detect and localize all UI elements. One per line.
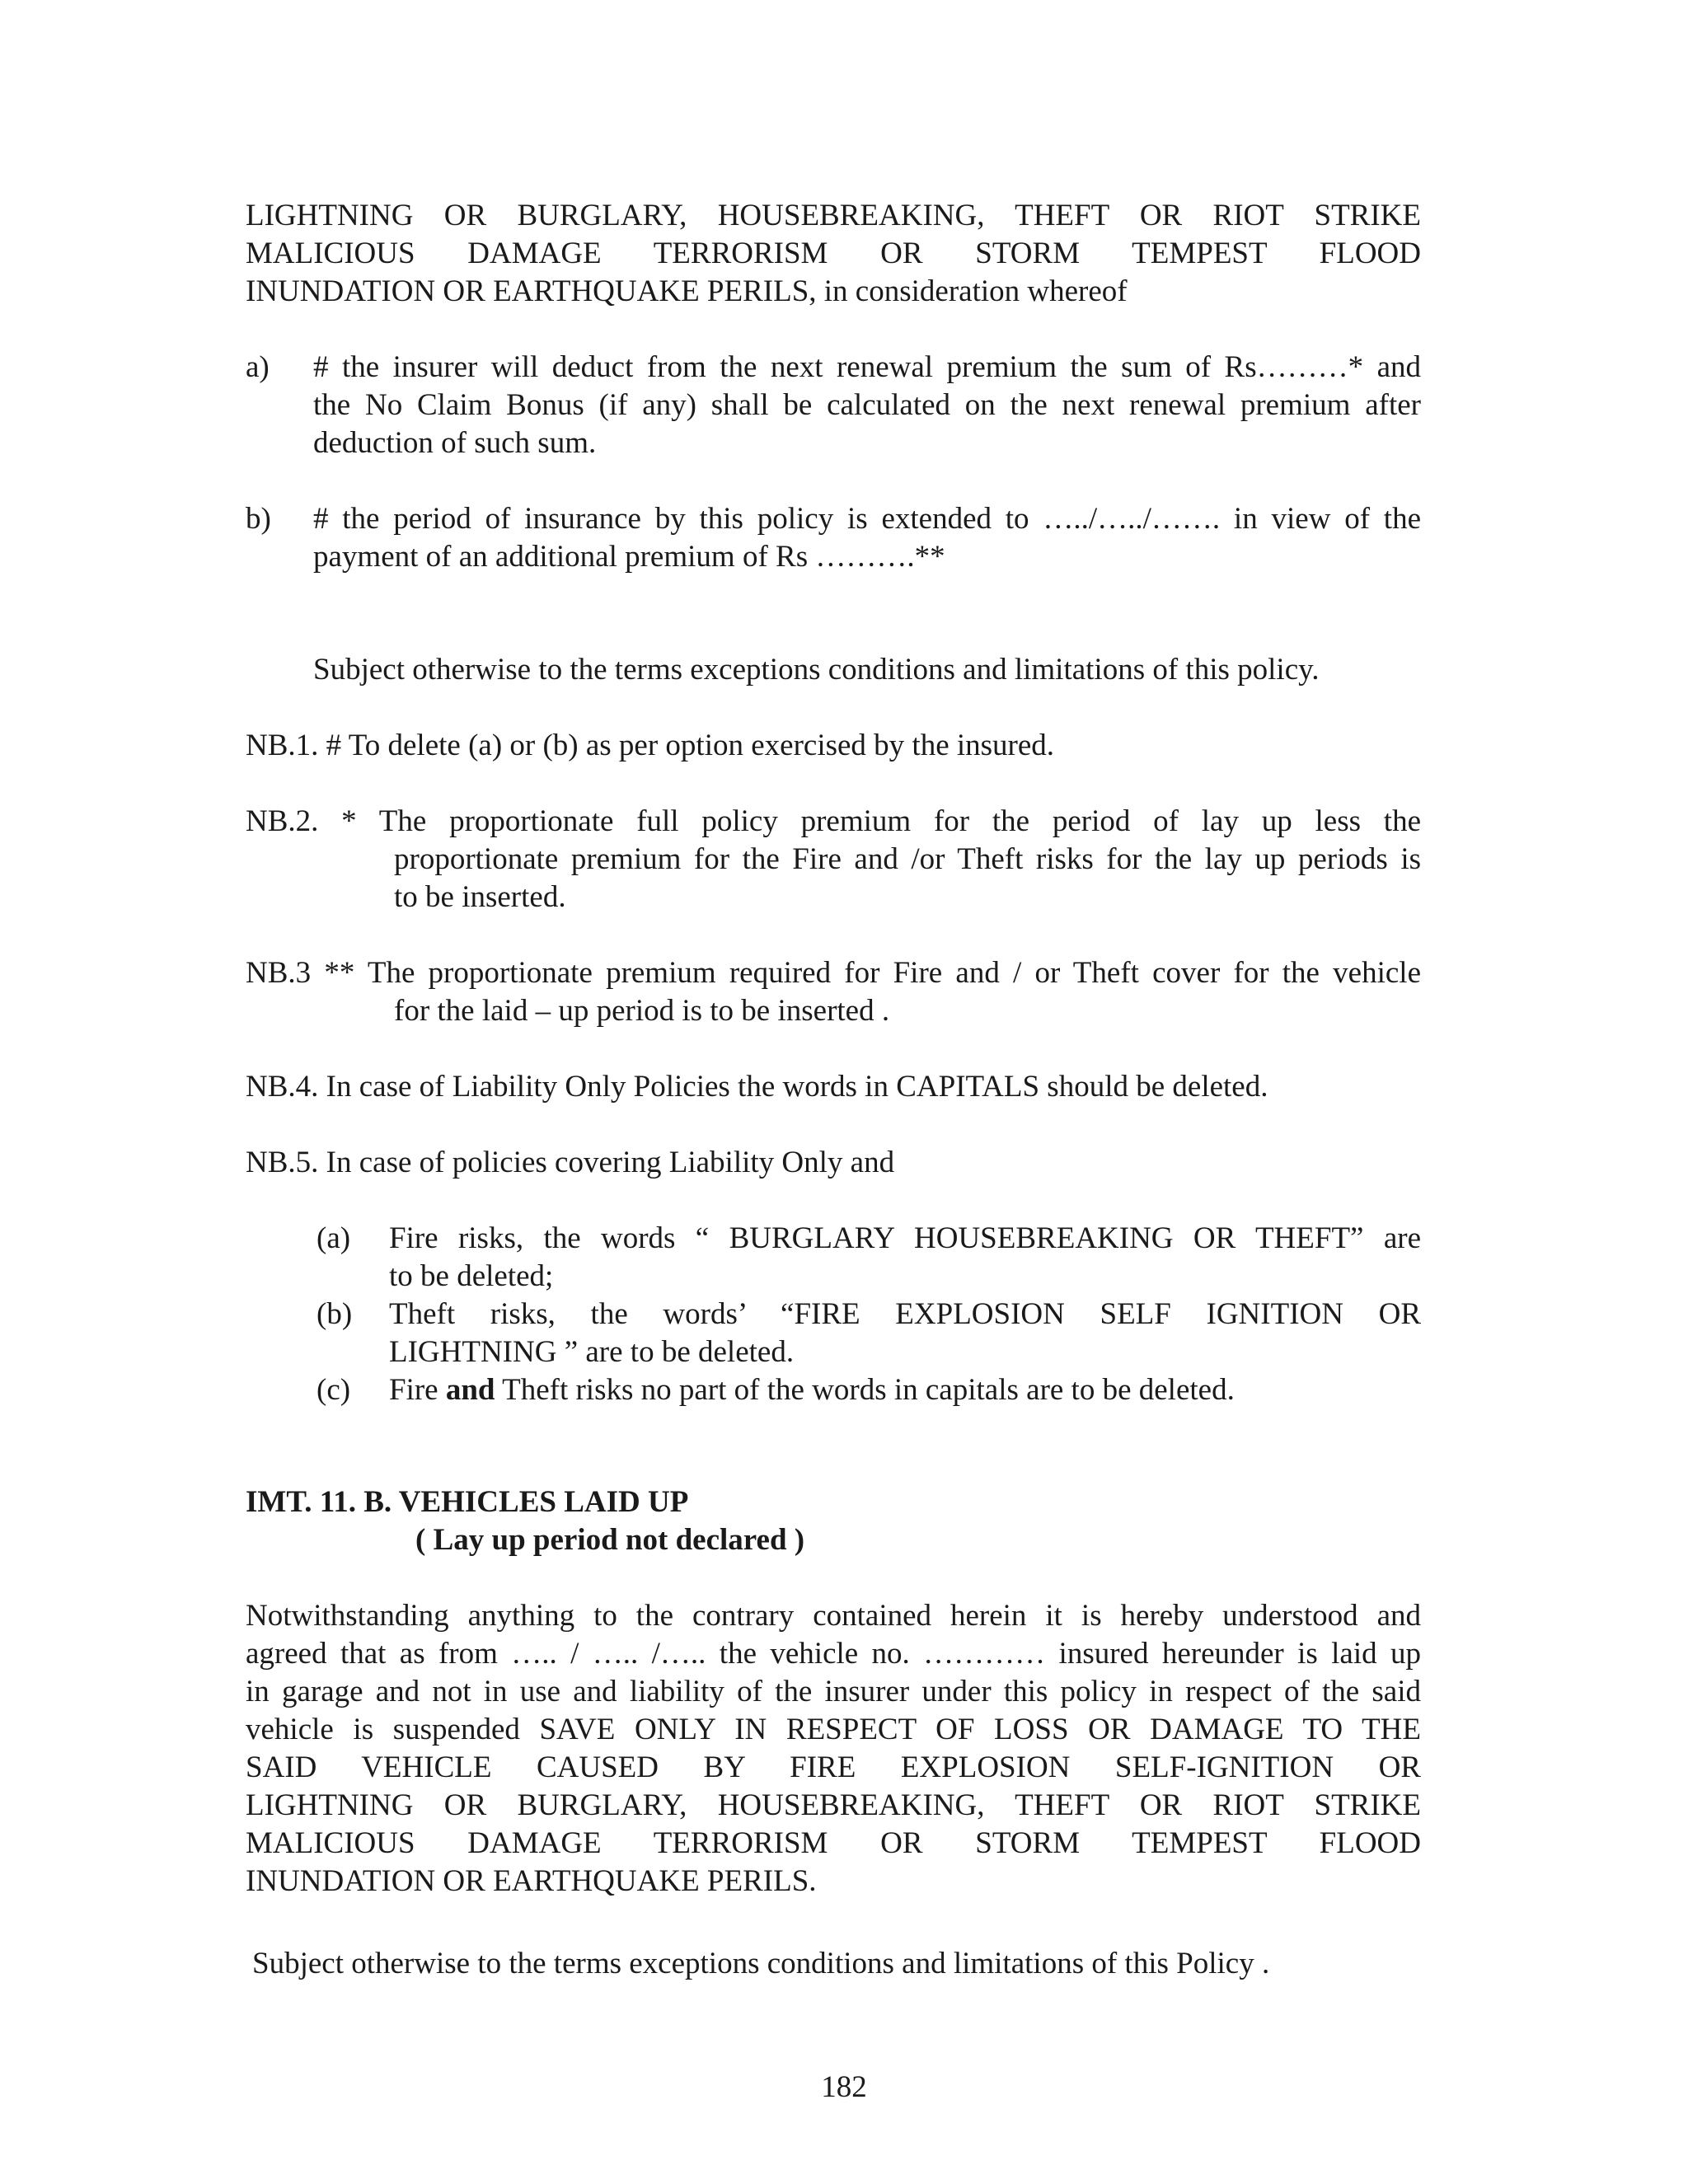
text-line: payment of an additional premium of Rs ……….** (313, 540, 945, 574)
list-marker: (b) (316, 1297, 353, 1331)
text-line: proportionate premium for the Fire and /or Theft risks for the lay up periods is (394, 842, 1421, 876)
text-line: the No Claim Bonus (if any) shall be calculated on the next renewal premium after (313, 388, 1421, 422)
text-line: Notwithstanding anything to the contrary contained herein it is hereby understood and (246, 1599, 1421, 1633)
text-line: NB.2. * The proportionate full policy premium for the period of lay up less the (246, 804, 1421, 838)
page-number: 182 (821, 2070, 867, 2104)
list-marker: (a) (316, 1221, 351, 1255)
text-line (389, 1371, 1421, 1409)
text-line: in garage and not in use and liability of the insurer under this policy in respect of the said (246, 1675, 1421, 1708)
text-line: LIGHTNING OR BURGLARY, HOUSEBREAKING, THEFT OR RIOT STRIKE (246, 199, 1421, 232)
text-line: Subject otherwise to the terms exceptions conditions and limitations of this policy. (313, 653, 1320, 687)
clause-marker: a) (246, 350, 270, 384)
text-line: vehicle is suspended SAVE ONLY IN RESPECT OF LOSS OR DAMAGE TO THE (246, 1713, 1421, 1746)
text-line: Fire risks, the words “ BURGLARY HOUSEBREAKING OR THEFT” are (389, 1221, 1421, 1255)
text-line: agreed that as from ….. / ….. /….. the vehicle no. ………… insured hereunder is laid up (246, 1637, 1421, 1671)
text-line: to be inserted. (394, 880, 566, 914)
text-line: INUNDATION OR EARTHQUAKE PERILS. (246, 1864, 817, 1898)
section-subtitle: ( Lay up period not declared ) (415, 1523, 805, 1557)
text-line: MALICIOUS DAMAGE TERRORISM OR STORM TEMPEST FLOOD (246, 237, 1421, 270)
text-line: NB.3 ** The proportionate premium required for Fire and / or Theft cover for the vehicle (246, 956, 1421, 990)
text-line: Theft risks, the words’ “FIRE EXPLOSION SELF IGNITION OR (389, 1297, 1421, 1331)
bold-text-run: and (445, 1373, 495, 1407)
list-marker: (c) (316, 1373, 351, 1407)
text-line: INUNDATION OR EARTHQUAKE PERILS, in consideration whereof (246, 274, 1128, 308)
text-run: Fire (389, 1373, 446, 1407)
text-line: to be deleted; (389, 1259, 554, 1293)
text-line: MALICIOUS DAMAGE TERRORISM OR STORM TEMPEST FLOOD (246, 1826, 1421, 1860)
text-line: NB.5. In case of policies covering Liability Only and (246, 1146, 895, 1179)
text-line: Subject otherwise to the terms exceptions conditions and limitations of this Policy . (252, 1947, 1270, 1980)
text-line: # the insurer will deduct from the next renewal premium the sum of Rs………* and (313, 350, 1421, 384)
text-line: # the period of insurance by this policy is extended to …../…../……. in view of the (313, 502, 1421, 536)
text-line: for the laid – up period is to be inserted . (394, 994, 890, 1028)
clause-marker: b) (246, 502, 271, 536)
section-title: IMT. 11. B. VEHICLES LAID UP (246, 1485, 689, 1519)
text-line: NB.4. In case of Liability Only Policies the words in CAPITALS should be deleted. (246, 1070, 1268, 1104)
text-line: SAID VEHICLE CAUSED BY FIRE EXPLOSION SELF-IGNITION OR (246, 1750, 1421, 1784)
text-line: NB.1. # To delete (a) or (b) as per option exercised by the insured. (246, 729, 1055, 762)
text-run: Theft risks no part of the words in capitals are to be deleted. (495, 1373, 1235, 1407)
text-line: LIGHTNING OR BURGLARY, HOUSEBREAKING, THEFT OR RIOT STRIKE (246, 1788, 1421, 1822)
text-line: deduction of such sum. (313, 426, 597, 460)
text-line: LIGHTNING ” are to be deleted. (389, 1335, 795, 1369)
